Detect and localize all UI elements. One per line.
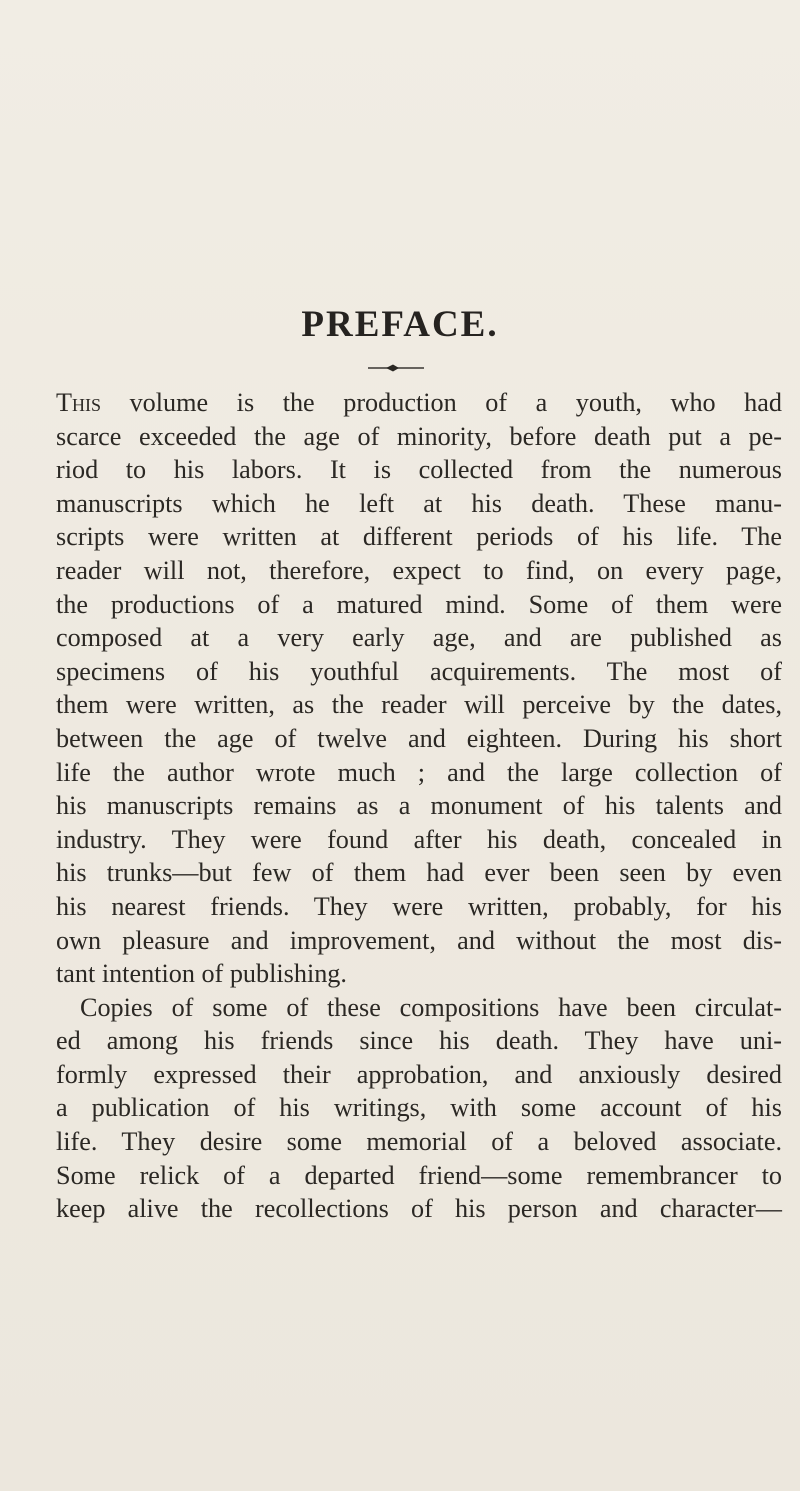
text-line: scarce exceeded the age of minority, before death put a pe- — [56, 421, 782, 451]
text-line: ed among his friends since his death. They have uni- — [56, 1026, 782, 1056]
text-line: his trunks—but few of them had ever been seen by even — [56, 858, 782, 888]
paragraph-2 — [56, 991, 782, 1226]
dash-diamond-rule-icon — [368, 363, 424, 373]
text-line: specimens of his youthful acquirements. The most of — [56, 656, 782, 686]
text-line: reader will not, therefore, expect to find, on every page, — [56, 555, 782, 585]
text-line: scripts were written at different periods of his life. The — [56, 522, 782, 552]
text-line: formly expressed their approbation, and anxiously desired — [56, 1059, 782, 1089]
text-line: This volume is the production of a youth, who had — [56, 388, 782, 417]
text-line: them were written, as the reader will perceive by the dates, — [56, 690, 782, 720]
text-line: own pleasure and improvement, and without the most dis- — [56, 925, 782, 955]
text-line: his manuscripts remains as a monument of his talents and — [56, 791, 782, 821]
text-line: between the age of twelve and eighteen. During his short — [56, 723, 782, 753]
text-line: a publication of his writings, with some account of his — [56, 1093, 782, 1123]
text-line: manuscripts which he left at his death. These manu- — [56, 488, 782, 518]
text-line: life. They desire some memorial of a beloved associate. — [56, 1127, 782, 1157]
text-line: composed at a very early age, and are published as — [56, 623, 782, 653]
text-line: Some relick of a departed friend—some remembrancer to — [56, 1160, 782, 1190]
page-title: PREFACE. — [301, 304, 499, 345]
text-line: Copies of some of these compositions have been circulat- — [80, 992, 782, 1022]
text-line: the productions of a matured mind. Some of them were — [56, 589, 782, 619]
text-line: his nearest friends. They were written, probably, for his — [56, 891, 782, 921]
paragraph-1 — [56, 386, 782, 991]
text-line: tant intention of publishing. — [56, 959, 347, 989]
text-line: industry. They were found after his death, concealed in — [56, 824, 782, 854]
preface-body — [56, 386, 782, 1226]
text-line: life the author wrote much ; and the large collection of — [56, 757, 782, 787]
text-line: keep alive the recollections of his person and character— — [56, 1194, 782, 1224]
opening-word: This — [56, 388, 102, 417]
text-line: riod to his labors. It is collected from the numerous — [56, 455, 782, 485]
